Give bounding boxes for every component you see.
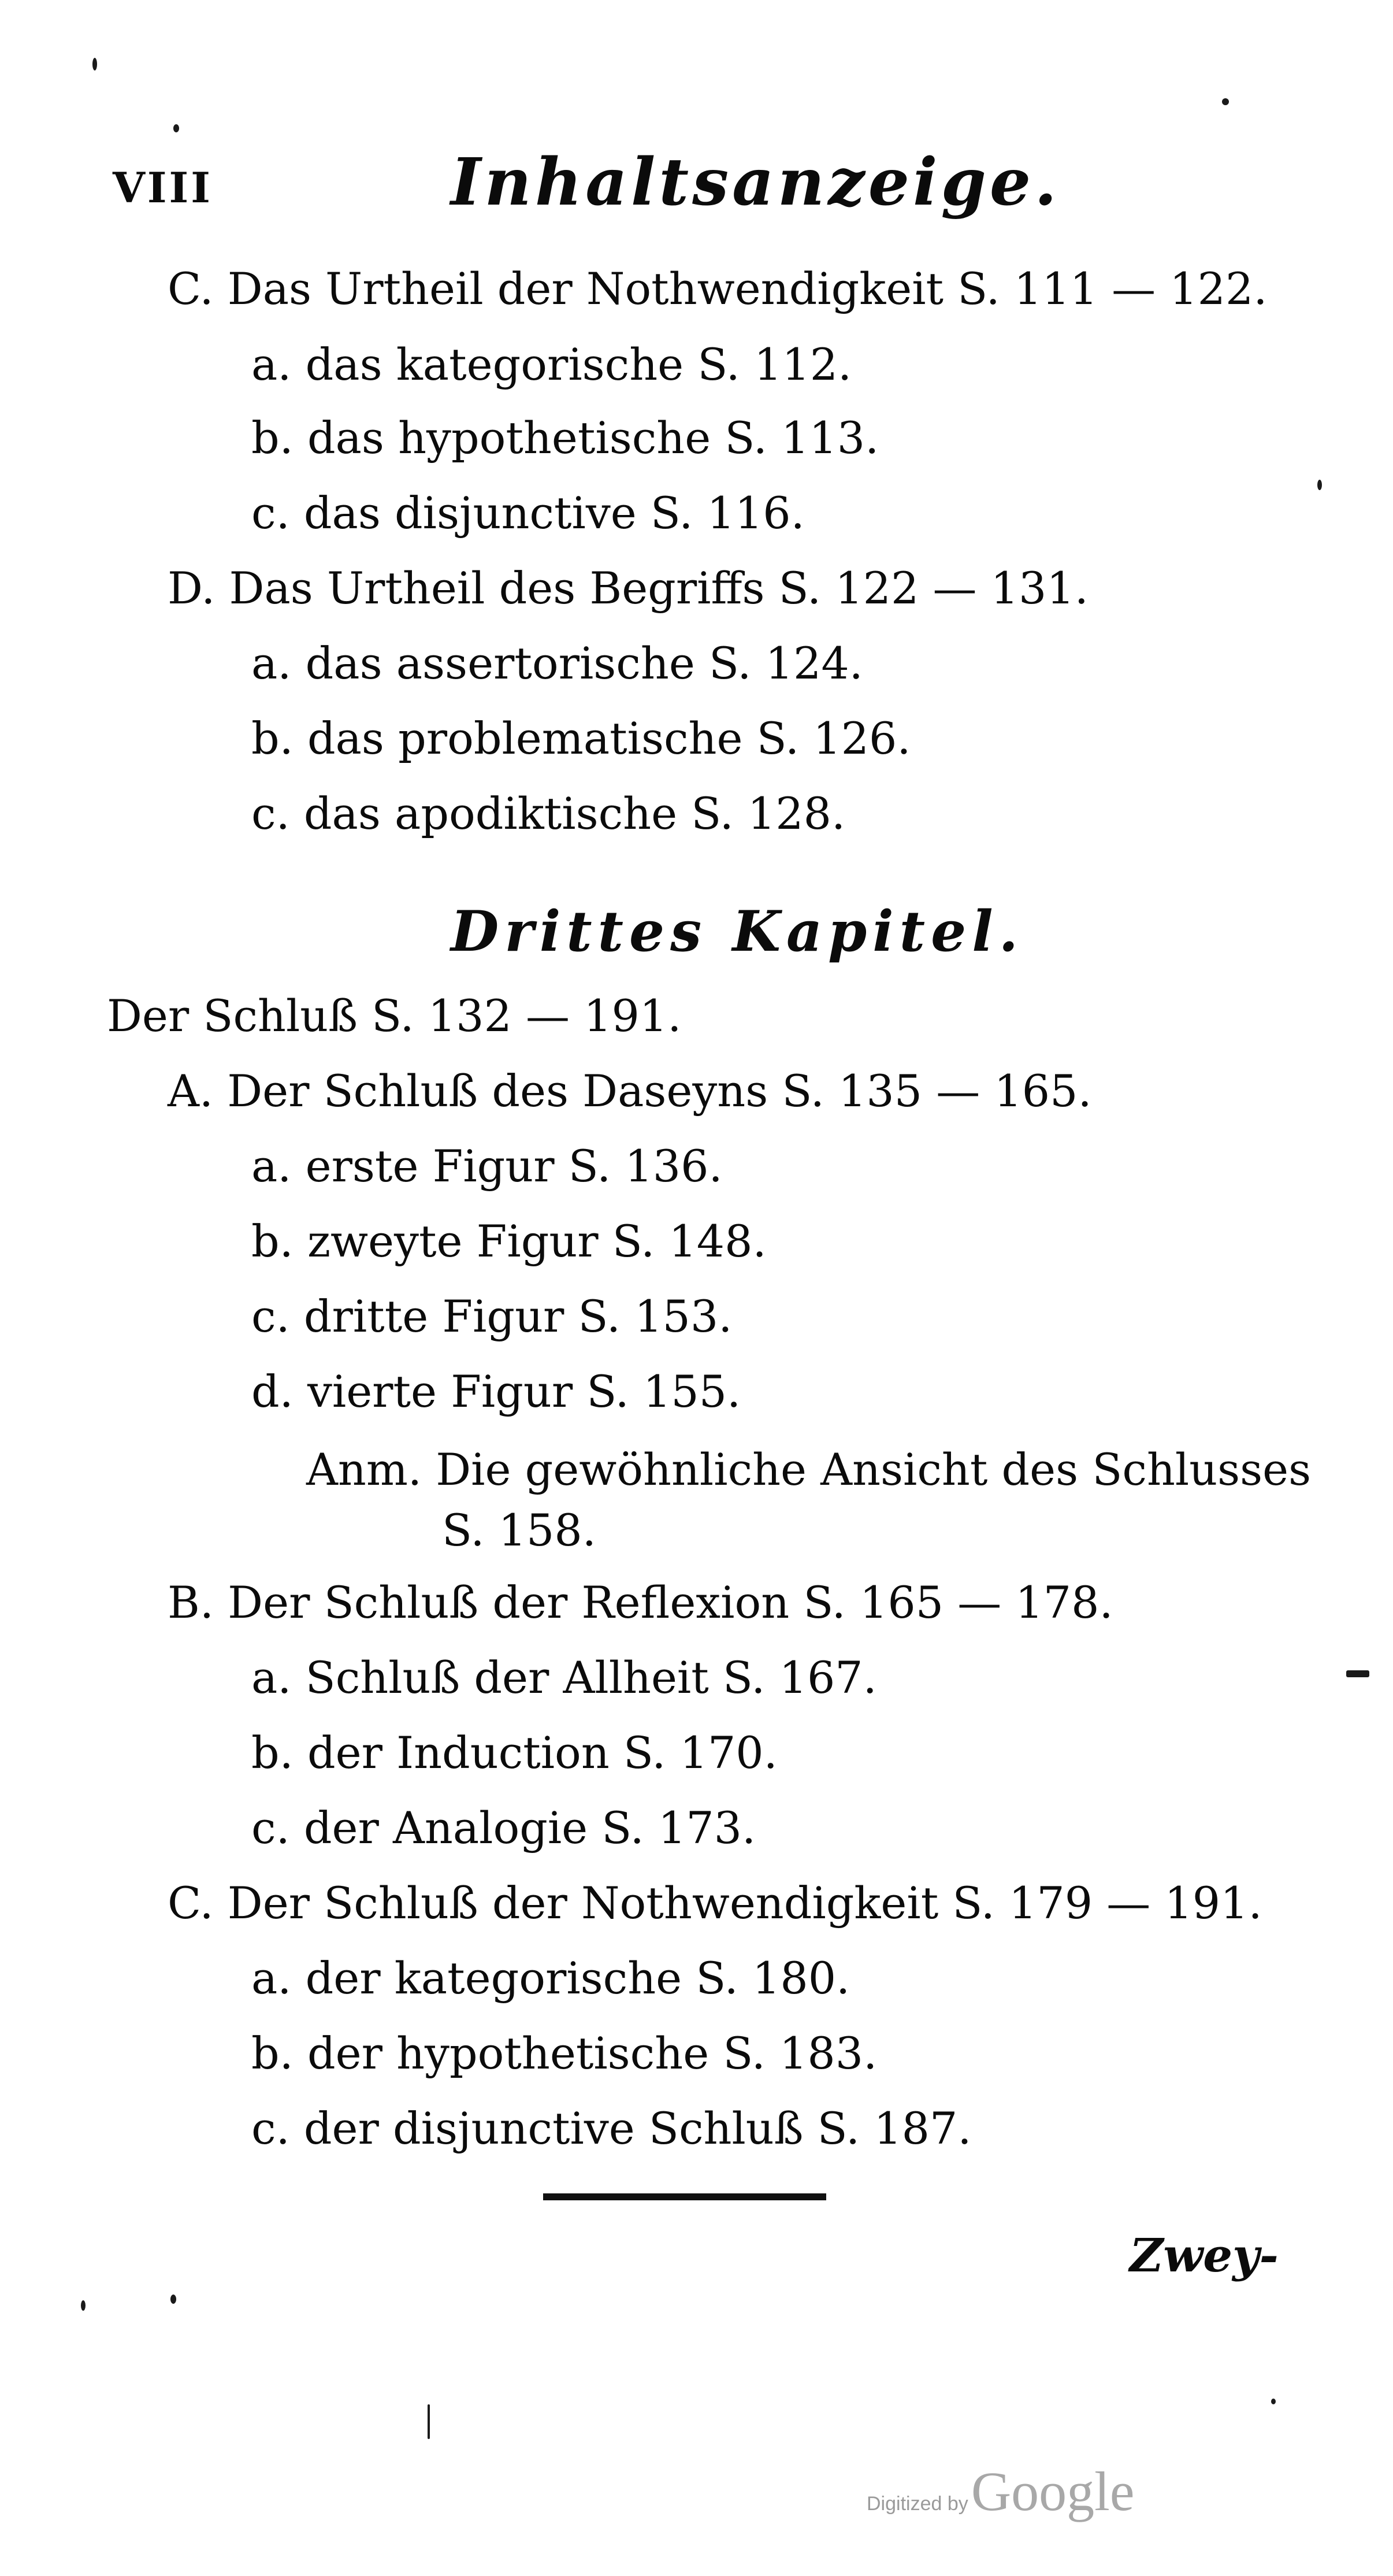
chapter-heading: Drittes Kapitel. (451, 899, 1024, 964)
toc-entry: D. Das Urtheil des Begriffs S. 122 — 131. (168, 562, 1089, 614)
page-number: VIII (113, 163, 213, 212)
toc-entry: c. das disjunctive S. 116. (251, 487, 805, 539)
toc-entry: b. der Induction S. 170. (251, 1727, 778, 1778)
toc-entry: a. das assertorische S. 124. (251, 637, 863, 689)
scan-speck (81, 2300, 86, 2311)
watermark-prefix: Digitized by (867, 2493, 968, 2515)
digitization-watermark (867, 2459, 1134, 2523)
toc-entry: Der Schluß S. 132 — 191. (107, 990, 682, 1041)
toc-entry: c. das apodiktische S. 128. (251, 788, 846, 839)
toc-entry: c. der disjunctive Schluß S. 187. (251, 2103, 972, 2154)
toc-entry: a. Schluß der Allheit S. 167. (251, 1652, 877, 1703)
scan-speck (173, 124, 179, 132)
scan-speck (1346, 1670, 1369, 1677)
toc-note: Anm. Die gewöhnliche Ansicht des Schlusses (306, 1444, 1312, 1495)
toc-entry: A. Der Schluß des Daseyns S. 135 — 165. (168, 1065, 1092, 1117)
page-header-title: Inhaltsanzeige. (451, 144, 1061, 220)
toc-entry: a. erste Figur S. 136. (251, 1140, 723, 1192)
section-rule (543, 2193, 826, 2200)
google-logo: Google (971, 2460, 1135, 2522)
toc-entry: b. zweyte Figur S. 148. (251, 1215, 767, 1267)
toc-entry: B. Der Schluß der Reflexion S. 165 — 178. (168, 1577, 1113, 1628)
toc-entry: b. das hypothetische S. 113. (251, 412, 879, 464)
toc-entry: b. der hypothetische S. 183. (251, 2028, 878, 2079)
scan-speck (92, 58, 97, 71)
toc-entry: C. Das Urtheil der Nothwendigkeit S. 111 — 122. (168, 263, 1268, 314)
scan-speck (1271, 2399, 1276, 2404)
toc-entry: b. das problematische S. 126. (251, 713, 911, 764)
catchword: Zwey- (1130, 2228, 1279, 2282)
toc-entry: c. der Analogie S. 173. (251, 1802, 756, 1854)
toc-entry: c. dritte Figur S. 153. (251, 1291, 733, 1342)
scan-speck (1222, 98, 1229, 105)
toc-note-page: S. 158. (442, 1504, 596, 1556)
toc-entry: C. Der Schluß der Nothwendigkeit S. 179 — 191. (168, 1877, 1262, 1929)
toc-entry: a. das kategorische S. 112. (251, 339, 852, 390)
scan-speck (1317, 480, 1322, 490)
scan-speck (170, 2295, 176, 2304)
toc-entry: a. der kategorische S. 180. (251, 1952, 850, 2004)
toc-entry: d. vierte Figur S. 155. (251, 1366, 741, 1417)
scan-speck (428, 2404, 430, 2439)
